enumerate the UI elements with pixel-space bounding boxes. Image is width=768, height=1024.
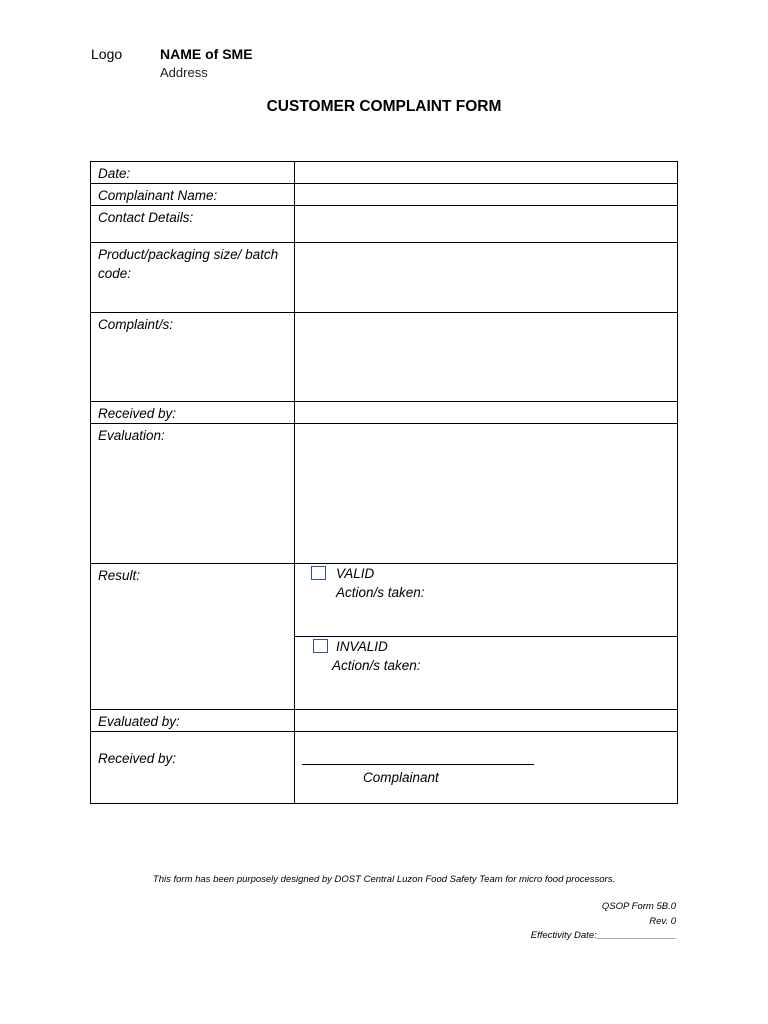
sme-address: Address <box>160 65 208 80</box>
row-received-by <box>91 402 678 424</box>
row-product <box>91 243 678 313</box>
contact-details-field[interactable] <box>295 206 678 243</box>
sme-name: NAME of SME <box>160 46 253 62</box>
date-label: Date: <box>91 162 295 184</box>
valid-label: VALID <box>336 566 375 581</box>
row-received-by-complainant <box>91 732 678 804</box>
result-label: Result: <box>91 564 295 710</box>
signature-caption: Complainant <box>363 770 439 785</box>
complainant-name-label: Complainant Name: <box>91 184 295 206</box>
valid-action-label: Action/s taken: <box>336 585 425 600</box>
invalid-checkbox[interactable] <box>313 639 328 653</box>
received-by-2-label: Received by: <box>91 732 295 804</box>
complainant-signature-field[interactable] <box>295 732 678 804</box>
effectivity-date: Effectivity Date:_______________ <box>530 930 676 941</box>
valid-option <box>295 564 677 637</box>
invalid-action-label: Action/s taken: <box>332 658 421 673</box>
complaints-field[interactable] <box>295 313 678 402</box>
row-date <box>91 162 678 184</box>
form-code: QSOP Form 5B.0 <box>601 901 676 912</box>
received-by-field[interactable] <box>295 402 678 424</box>
form-revision: Rev. 0 <box>649 916 676 927</box>
logo-placeholder: Logo <box>91 46 123 62</box>
product-label: Product/packaging size/ batch code: <box>91 243 295 313</box>
evaluated-by-field[interactable] <box>295 710 678 732</box>
row-evaluated-by <box>91 710 678 732</box>
signature-line <box>302 764 534 765</box>
row-result <box>91 564 678 710</box>
row-contact-details <box>91 206 678 243</box>
valid-checkbox[interactable] <box>311 566 326 580</box>
invalid-label: INVALID <box>336 639 388 654</box>
form-title: CUSTOMER COMPLAINT FORM <box>266 98 502 115</box>
row-complainant-name <box>91 184 678 206</box>
complaints-label: Complaint/s: <box>91 313 295 402</box>
evaluated-by-label: Evaluated by: <box>91 710 295 732</box>
invalid-option <box>295 637 677 709</box>
row-complaints <box>91 313 678 402</box>
complainant-name-field[interactable] <box>295 184 678 206</box>
contact-details-label: Contact Details: <box>91 206 295 243</box>
row-evaluation <box>91 424 678 564</box>
date-field[interactable] <box>295 162 678 184</box>
received-by-label: Received by: <box>91 402 295 424</box>
product-field[interactable] <box>295 243 678 313</box>
complaint-form-table <box>90 161 678 804</box>
result-options <box>295 564 678 710</box>
footer-note: This form has been purposely designed by DOST Central Luzon Food Safety Team for micro food processors. <box>152 874 616 885</box>
evaluation-label: Evaluation: <box>91 424 295 564</box>
evaluation-field[interactable] <box>295 424 678 564</box>
